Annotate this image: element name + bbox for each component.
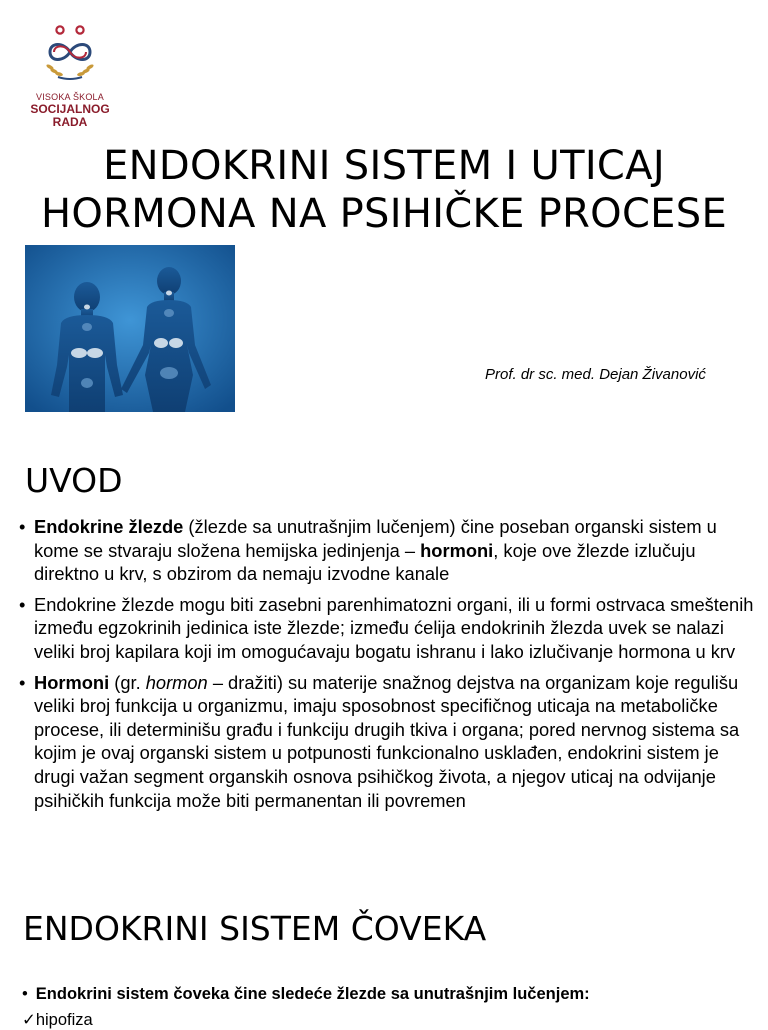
bullet-marker: • xyxy=(19,593,26,615)
bullet-marker: • xyxy=(19,671,26,693)
gland-name: hipofiza xyxy=(35,1011,93,1029)
infinity-laurel-logo-icon xyxy=(34,22,106,92)
bullet-text: (žlezde sa unutrašnjim lučenjem) čine poseban organski sistem u kome se stvaraju složena hemijska jedinjenja – xyxy=(34,516,717,561)
logo-name-line1: SOCIJALNOG xyxy=(30,102,110,116)
bullet-term-italic: hormon xyxy=(145,671,208,693)
title-line-1: ENDOKRINI SISTEM I UTICAJ xyxy=(103,143,665,189)
intro-bullet-list xyxy=(19,515,755,819)
bullet-text: , koje ove žlezde izlučuju direktno u krv, s obzirom da nemaju izvodne kanale xyxy=(34,539,696,585)
bullet-text: (gr. xyxy=(109,671,146,693)
bullet-term: Hormoni xyxy=(34,671,110,693)
check-icon: ✓ xyxy=(22,1011,36,1029)
lead-text: Endokrini sistem čoveka čine sledeće žlezde sa unutrašnjim lučenjem: xyxy=(35,985,590,1003)
bullet-term: Endokrine žlezde xyxy=(34,516,184,537)
bullet-marker: • xyxy=(19,516,26,537)
author: Prof. dr sc. med. Dejan Živanović xyxy=(485,366,706,383)
list-item xyxy=(22,1010,93,1030)
endocrine-human-silhouettes-image xyxy=(25,245,235,412)
logo-name-line2: RADA xyxy=(52,115,88,129)
bullet-marker: • xyxy=(22,985,28,1003)
lead-bullet xyxy=(22,985,590,1004)
bullet-text: Endokrine žlezde mogu biti zasebni parenhimatozni organi, ili u formi ostrvaca smeštenih između egzokrinih jedinica iste žlezde; između ćelija endokrinih žlezda uvek se nalazi veliki broj kapilara koji im omogućavaju bogatu ishranu i lako izlučivanje hormona u krv xyxy=(34,593,754,662)
list-item xyxy=(19,671,755,813)
section-heading-uvod: UVOD xyxy=(25,461,123,500)
list-item xyxy=(19,515,755,586)
school-logo xyxy=(24,22,116,129)
section-heading-system: ENDOKRINI SISTEM ČOVEKA xyxy=(23,909,487,948)
list-item xyxy=(19,593,755,664)
page-title xyxy=(0,142,768,238)
bullet-text: – dražiti) su materije snažnog dejstva na organizam koje regulišu veliki broj funkcija u organizmu, imaju sposobnost specifičnog uticaja na metaboličke procese, ili determinišu građu i funkciju drugih tkiva i organa; pored nervnog sistema sa kojim je ovaj organski sistem u potpunosti funkcionalno usklađen, endokrini sistem je drugi važan segment organskih osnova psihičkog života, a njegov uticaj na odvijanje psihičkih funkcija može biti permanentan ili povremen xyxy=(34,671,740,811)
bullet-term: hormoni xyxy=(420,539,494,561)
title-line-2: HORMONA NA PSIHIČKE PROCESE xyxy=(40,191,728,237)
endocrine-figure xyxy=(25,245,235,412)
logo-subtitle: VISOKA ŠKOLA xyxy=(36,92,104,102)
